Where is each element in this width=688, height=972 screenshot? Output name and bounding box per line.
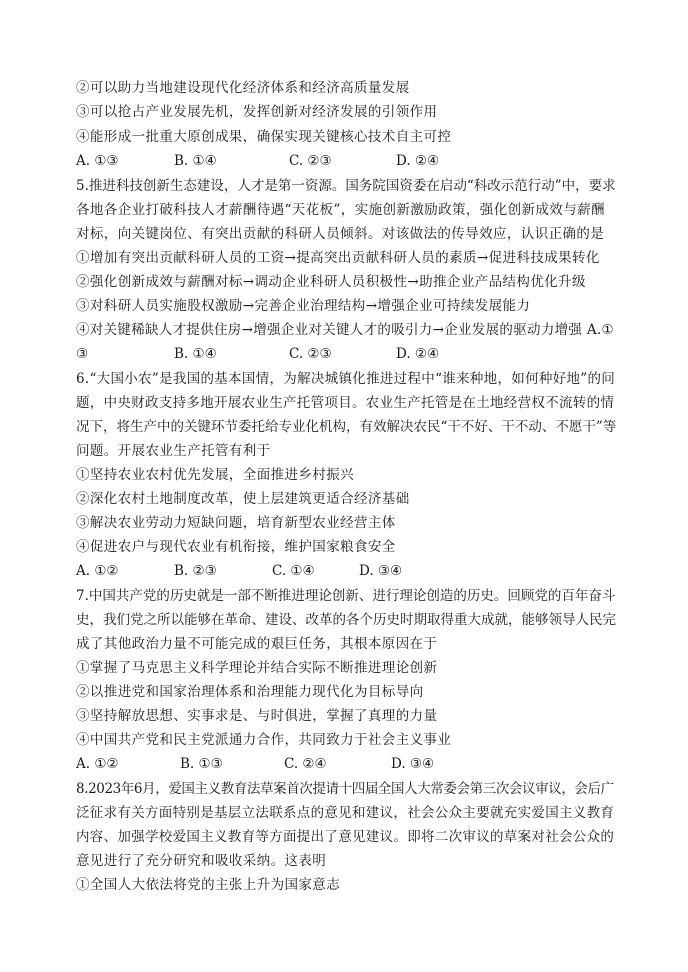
choice-c: C. ②③ bbox=[289, 153, 332, 169]
question-6-stem: 问题。开展农业生产托管有利于 bbox=[76, 443, 271, 459]
choice-b: B. ①③ bbox=[180, 756, 223, 772]
option-statement: ②以推进党和国家治理体系和治理能力现代化为目标导向 bbox=[76, 684, 424, 700]
answer-choices-q5 bbox=[76, 345, 616, 363]
option-statement: ③坚持解放思想、实事求是、与时俱进，掌握了真理的力量 bbox=[76, 708, 438, 724]
answer-choices-q7 bbox=[76, 755, 616, 773]
choice-c: C. ①④ bbox=[272, 563, 315, 579]
option-statement: ④能形成一批重大原创成果，确保实现关键核心技术自主可控 bbox=[76, 129, 452, 145]
question-6-stem: 题，中央财政支持多地开展农业生产托管项目。农业生产托管是在土地经营权不流转的情 bbox=[76, 395, 615, 411]
choice-d: D. ②④ bbox=[396, 346, 440, 362]
option-statement: ①坚持农业农村优先发展，全面推进乡村振兴 bbox=[76, 467, 354, 483]
answer-choices-q6 bbox=[76, 562, 616, 580]
option-statement: ②深化农村土地制度改革，使上层建筑更适合经济基础 bbox=[76, 491, 410, 507]
option-statement: ③解决农业劳动力短缺问题，培育新型农业经营主体 bbox=[76, 515, 396, 531]
choice-a: A. ①② bbox=[76, 563, 119, 579]
choice-a-cont: ③ bbox=[76, 346, 89, 362]
choice-c: C. ②④ bbox=[284, 756, 327, 772]
choice-c: C. ②③ bbox=[289, 346, 332, 362]
question-6-stem: 况下，将生产中的关键环节委托给专业化机构，有效解决农民“干不好、干不动、不愿干”等 bbox=[76, 419, 616, 435]
answer-choices-q4 bbox=[76, 152, 616, 170]
option-statement: ②可以助力当地建设现代化经济体系和经济高质量发展 bbox=[76, 80, 410, 96]
question-7-stem: 成了其他政治力量不可能完成的艰巨任务，其根本原因在于 bbox=[76, 636, 438, 652]
question-6-stem: 6.“大国小农”是我国的基本国情，为解决城镇化推进过程中“谁来种地，如何种好地”的问 bbox=[76, 371, 616, 387]
option-statement: ④中国共产党和民主党派通力合作，共同致力于社会主义事业 bbox=[76, 732, 452, 748]
choice-d: D. ②④ bbox=[396, 153, 440, 169]
choice-d: D. ③④ bbox=[359, 563, 403, 579]
option-statement: ④促进农户与现代农业有机衔接，维护国家粮食安全 bbox=[76, 539, 396, 555]
question-8-stem: 意见进行了充分研究和吸收采纳。这表明 bbox=[76, 853, 327, 869]
option-statement: ①增加有突出贡献科研人员的工资→提高突出贡献科研人员的素质→促进科技成果转化 bbox=[76, 250, 600, 266]
question-5-stem: 对标，向关键岗位、有突出贡献的科研人员倾斜。对该做法的传导效应，认识正确的是 bbox=[76, 226, 605, 242]
question-8-stem: 泛征求有关方面特别是基层立法联系点的意见和建议，社会公众主要就充实爱国主义教育 bbox=[76, 805, 615, 821]
choice-b: B. ①④ bbox=[174, 153, 217, 169]
question-8-stem: 8.2023年6月，爱国主义教育法草案首次提请十四届全国人大常委会第三次会议审议，会后广 bbox=[76, 781, 614, 797]
choice-a: A. ①② bbox=[76, 756, 119, 772]
choice-a: A. ①③ bbox=[76, 153, 119, 169]
option-statement: ①全国人大依法将党的主张上升为国家意志 bbox=[76, 877, 341, 893]
option-statement: ②强化创新成效与薪酬对标→调动企业科研人员积极性→助推企业产品结构优化升级 bbox=[76, 274, 586, 290]
question-7-stem: 史，我们党之所以能够在革命、建设、改革的各个历史时期取得重大成就，能够领导人民完 bbox=[76, 612, 616, 628]
option-statement: ④对关键稀缺人才提供住房→增强企业对关键人才的吸引力→企业发展的驱动力增强 A.① bbox=[76, 322, 614, 338]
option-statement: ①掌握了马克思主义科学理论并结合实际不断推进理论创新 bbox=[76, 660, 438, 676]
question-8-stem: 内容、加强学校爱国主义教育等方面提出了意见建议。即将二次审议的草案对社会公众的 bbox=[76, 829, 615, 845]
option-statement: ③对科研人员实施股权激励→完善企业治理结构→增强企业可持续发展能力 bbox=[76, 298, 531, 314]
choice-d: D. ③④ bbox=[391, 756, 435, 772]
choice-b: B. ②③ bbox=[174, 563, 217, 579]
option-statement: ③可以抢占产业发展先机，发挥创新对经济发展的引领作用 bbox=[76, 104, 438, 120]
question-5-stem: 各地各企业打破科技人才薪酬待遇“天花板”，实施创新激励政策，强化创新成效与薪酬 bbox=[76, 202, 605, 218]
question-5-stem: 5.推进科技创新生态建设，人才是第一资源。国务院国资委在启动“科改示范行动”中，要求 bbox=[76, 178, 616, 194]
question-7-stem: 7.中国共产党的历史就是一部不断推进理论创新、进行理论创造的历史。回顾党的百年奋斗 bbox=[76, 588, 616, 604]
choice-b: B. ①④ bbox=[174, 346, 217, 362]
